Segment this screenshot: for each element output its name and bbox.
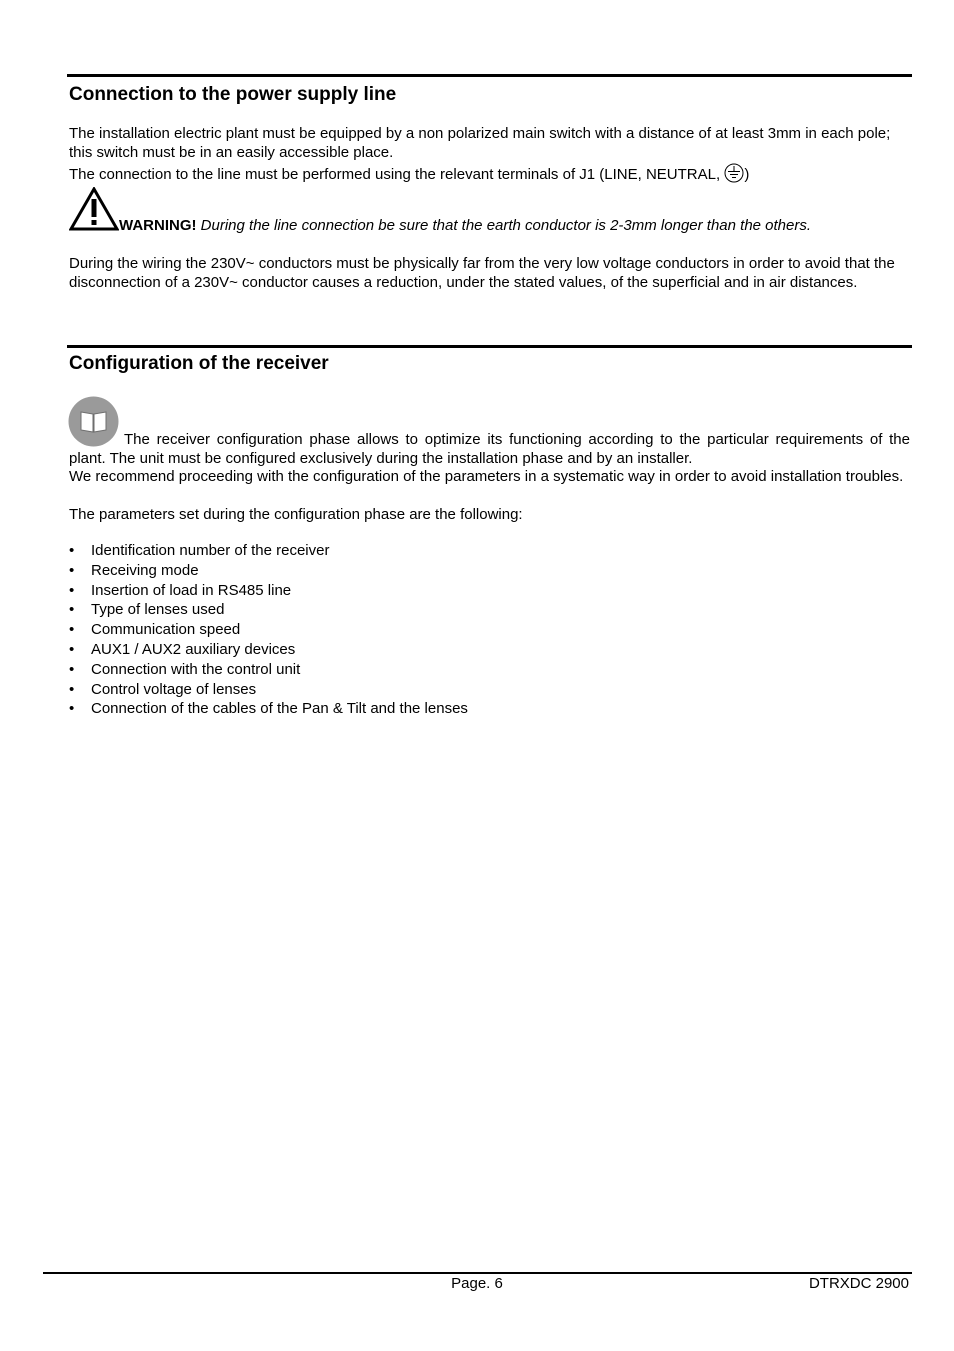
line-connection-text: The connection to the line must be performed using the relevant terminals of J1 (LINE, NEUTRAL, [69,166,725,183]
paragraph-recommendation: We recommend proceeding with the configuration of the parameters in a systematic way in order to avoid installation troubles. [69,468,904,485]
paragraph-wiring: During the wiring the 230V~ conductors must be physically far from the very low voltage conductors in order to avoid that the disconnection of a 230V~ conductor causes a reduction, under the stated values, of the superficial and in air distances. [69,255,895,291]
section-divider [67,74,912,77]
line-connection-suffix: ) [744,166,750,183]
section-title-power-supply: Connection to the power supply line [69,84,397,105]
list-item: • Receiving mode [69,561,468,581]
section-title-configuration: Configuration of the receiver [69,353,329,374]
paragraph-parameters-intro: The parameters set during the configuration phase are the following: [69,506,523,523]
paragraph-line-connection [69,163,910,188]
section-divider [67,345,912,348]
warning-label: WARNING! [119,217,197,234]
warning-triangle-icon [69,187,119,235]
paragraph-configuration-intro: The receiver configuration phase allows to optimize its functioning according to the particular requirements of the plant. The unit must be configured exclusively during the installation phase and by an installer. [69,431,910,467]
parameters-list [69,541,468,719]
list-item: • Connection with the control unit [69,660,468,680]
document-code: DTRXDC 2900 [808,1275,909,1292]
list-item: • Type of lenses used [69,600,468,620]
footer-divider [43,1272,912,1274]
list-item: • AUX1 / AUX2 auxiliary devices [69,640,468,660]
list-item: • Identification number of the receiver [69,541,468,561]
list-item: • Communication speed [69,620,468,640]
warning-paragraph [119,216,909,235]
warning-text: During the line connection be sure that the earth conductor is 2-3mm longer than the others. [200,217,812,234]
paragraph-main-switch: The installation electric plant must be equipped by a non polarized main switch with a distance of at least 3mm in each pole; this switch must be in an easily accessible place. [69,125,891,161]
list-item: • Connection of the cables of the Pan & Tilt and the lenses [69,699,468,719]
list-item: • Insertion of load in RS485 line [69,581,468,601]
page-number: Page. 6 [451,1275,503,1292]
earth-ground-icon [724,163,744,188]
list-item: • Control voltage of lenses [69,680,468,700]
